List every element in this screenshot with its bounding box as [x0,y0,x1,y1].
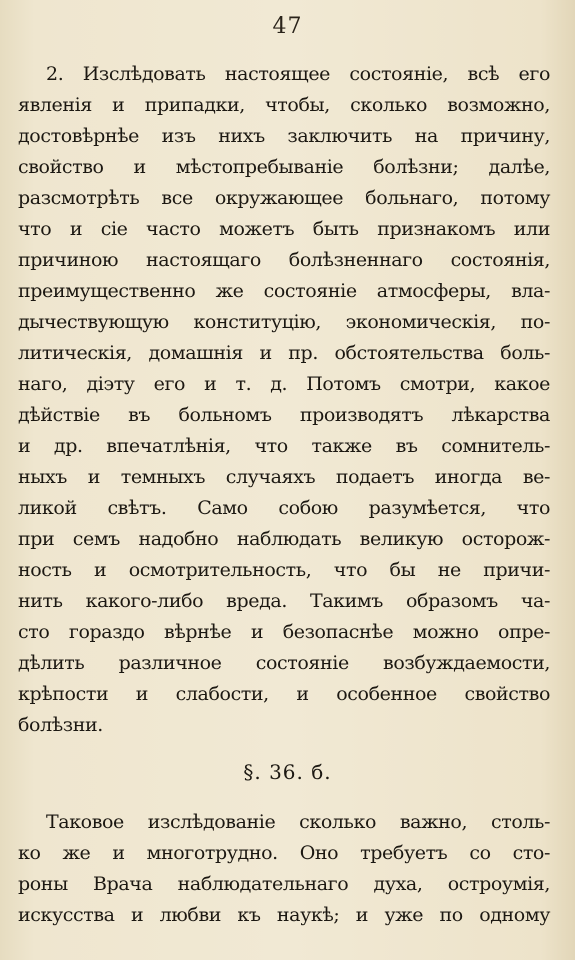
text-line: свойство и мѣстопребываніе болѣзни; далѣе, [18,156,550,178]
text-line: что и сіе часто можетъ быть признакомъ или [18,218,550,240]
text-line: ность и осмотрительность, что бы не причи- [18,559,550,581]
text-line: при семъ надобно наблюдать великую осторож- [18,528,550,550]
text-line: разсмотрѣть все окружающее больнаго, потому [18,187,550,209]
text-line: и др. впечатлѣнія, что также въ сомнитель- [18,435,550,457]
page-number: 47 [272,14,303,39]
text-line: 2. Изслѣдовать настоящее состояніе, всѣ его [46,63,550,85]
text-line: наго, діэту его и т. д. Потомъ смотри, какое [18,373,550,395]
text-line: достовѣрнѣе изъ нихъ заключить на причину, [18,125,550,147]
text-line: причиною настоящаго болѣзненнаго состоянія, [18,249,550,271]
text-line: нить какого-либо вреда. Такимъ образомъ ча- [18,590,550,612]
text-line: Таковое изслѣдованіе сколько важно, столь- [46,811,550,833]
section-heading: §. 36. б. [243,760,332,784]
text-line: преимущественно же состояніе атмосферы, вла- [18,280,550,302]
text-line: искусства и любви къ наукѣ; и уже по одному [18,904,550,926]
text-line: крѣпости и слабости, и особенное свойство [18,683,550,705]
text-line: ликой свѣтъ. Само собою разумѣется, что [18,497,550,519]
text-line: дѣлить различное состояніе возбуждаемости, [18,652,550,674]
text-line: сто гораздо вѣрнѣе и безопаснѣе можно опре- [18,621,550,643]
text-line: роны Врача наблюдательнаго духа, остроумія, [18,873,550,895]
text-line: явленія и припадки, чтобы, сколько возможно, [18,94,550,116]
text-line: дѣйствіе въ больномъ производятъ лѣкарства [18,404,550,426]
text-line: болѣзни. [18,714,103,736]
text-line: ко же и многотрудно. Оно требуетъ со сто- [18,842,550,864]
text-line: ныхъ и темныхъ случаяхъ подаетъ иногда ве- [18,466,550,488]
text-line: литическія, домашнія и пр. обстоятельства боль- [18,342,550,364]
text-line: дычествующую конституцію, экономическія, по- [18,311,550,333]
